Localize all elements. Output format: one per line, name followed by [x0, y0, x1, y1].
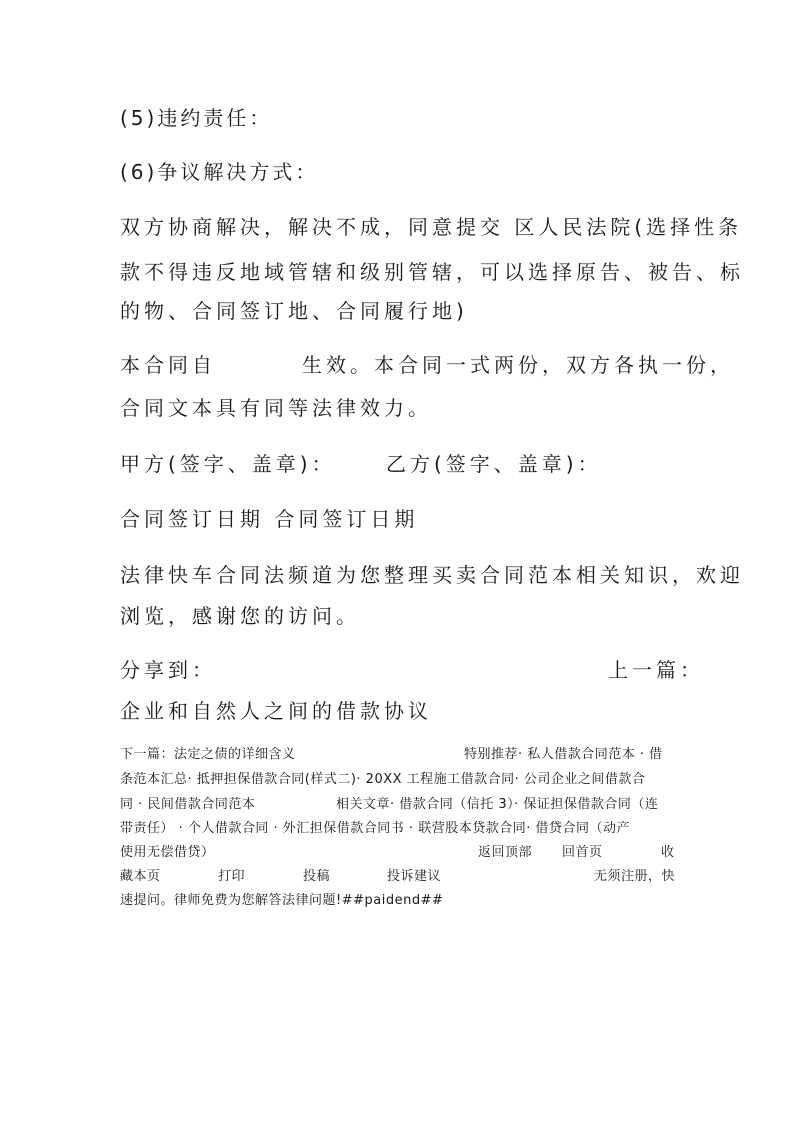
dispute-text-line-3: 的物、合同签订地、合同履行地)	[120, 299, 468, 323]
next-article-link[interactable]: 下一篇：法定之债的详细含义	[120, 747, 296, 762]
share-label: 分享到：	[120, 658, 216, 682]
featured-links[interactable]: 特别推荐· 私人借款合同范本 · 借	[464, 747, 663, 762]
featured-links-line-2[interactable]: 条范本汇总· 抵押担保借款合同(样式二)· 20XX 工程施工借款合同· 公司企业之间借款合	[120, 772, 646, 787]
featured-links-line-3[interactable]: 同 · 民间借款合同范本	[120, 797, 256, 812]
effective-text-line-1	[120, 352, 734, 378]
sign-dates: 合同签订日期 合同签订日期	[120, 507, 419, 531]
closing-text-line-2: 浏览，感谢您的访问。	[120, 604, 360, 628]
closing-text-line-1: 法律快车合同法频道为您整理买卖合同范本相关知识，欢迎	[120, 563, 744, 587]
back-to-top-link[interactable]: 返回顶部	[478, 845, 533, 860]
party-b-signature: 乙方(签字、盖章)：	[386, 452, 602, 476]
bookmark-link-end[interactable]: 藏本页	[120, 869, 161, 884]
home-link[interactable]: 回首页	[562, 845, 603, 860]
ask-question-text: 无须注册，快	[594, 869, 676, 884]
print-link[interactable]: 打印	[218, 869, 246, 884]
related-articles[interactable]: 相关文章· 借款合同（信托 3）· 保证担保借款合同（连	[336, 797, 659, 812]
party-a-signature: 甲方(签字、盖章)：	[120, 452, 336, 476]
clause-breach-liability: (5)违约责任：	[120, 106, 273, 130]
complaint-link[interactable]: 投诉建议	[387, 869, 442, 884]
related-articles-line-3[interactable]: 使用无偿借贷）	[120, 845, 215, 860]
effective-text-line-2: 合同文本具有同等法律效力。	[120, 396, 432, 420]
effective-suffix: 生效。本合同一式两份，双方各执一份，	[302, 353, 734, 377]
effective-prefix: 本合同自	[120, 353, 216, 377]
prev-article-label: 上一篇：	[608, 658, 704, 682]
bookmark-link-start[interactable]: 收	[661, 845, 675, 860]
clause-dispute-resolution: (6)争议解决方式：	[120, 160, 319, 184]
ask-question-text-line-2: 速提问。律师免费为您解答法律问题!##paidend##	[120, 893, 444, 908]
related-articles-line-2[interactable]: 带责任） · 个人借款合同 · 外汇担保借款合同书 · 联营股本贷款合同· 借贷合同（动产	[120, 821, 630, 836]
dispute-text-line-2: 款不得违反地域管辖和级别管辖，可以选择原告、被告、标	[120, 260, 744, 284]
dispute-text-line-1: 双方协商解决，解决不成，同意提交 区人民法院(选择性条	[120, 215, 743, 239]
prev-article-link[interactable]: 企业和自然人之间的借款协议	[120, 699, 432, 723]
submit-link[interactable]: 投稿	[303, 869, 331, 884]
